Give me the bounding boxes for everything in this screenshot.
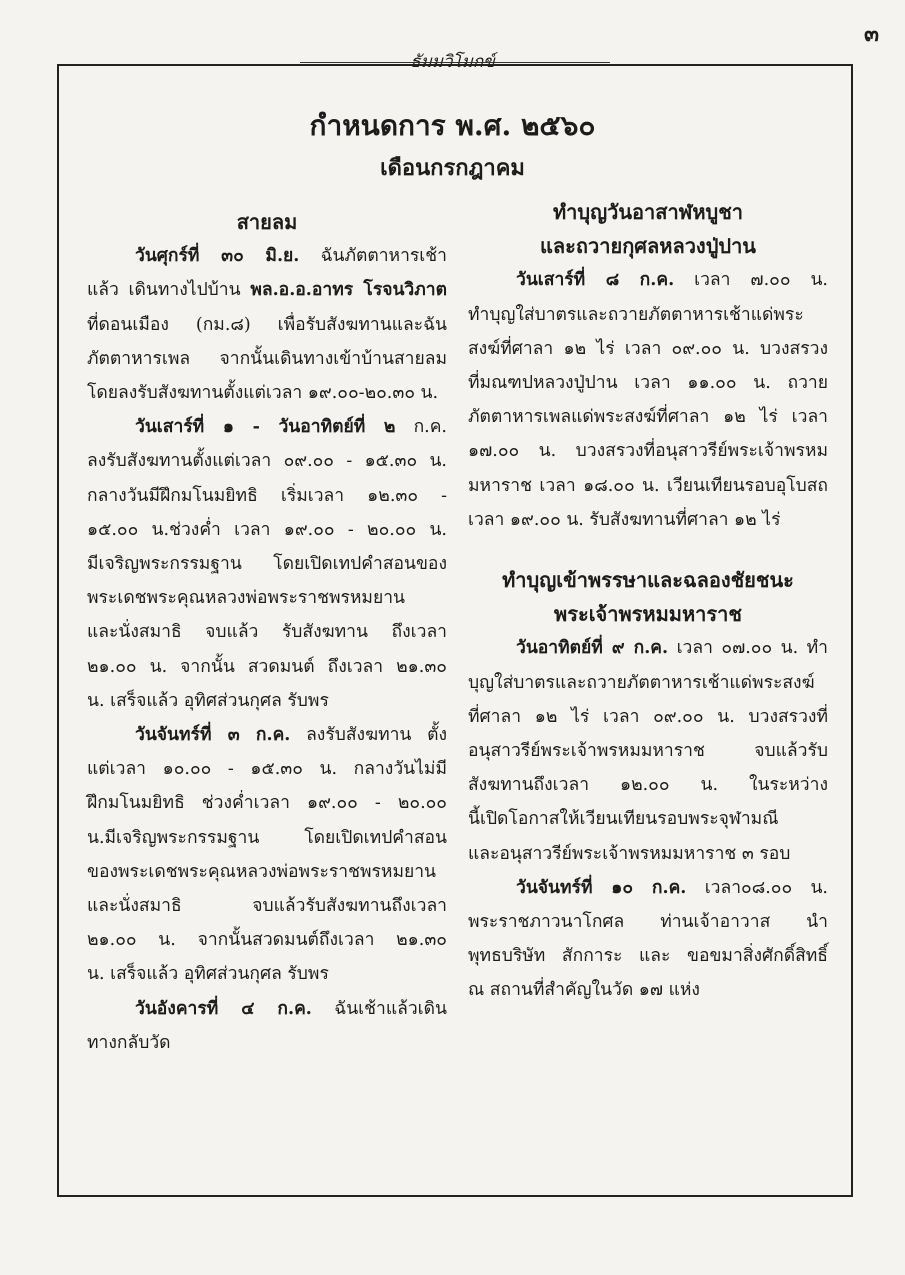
person-name: พล.อ.อ.อาทร โรจนวิภาต (250, 280, 447, 301)
date-label: วันจันทร์ที่ ๑๐ ก.ค. (516, 877, 687, 898)
paragraph-jul1-2: วันเสาร์ที่ ๑ - วันอาทิตย์ที่ ๒ ก.ค. ลงรับสังฆทานตั้งแต่เวลา ๐๙.๐๐ - ๑๕.๓๐ น. กลางวันมีฝึกมโนมยิทธิ เริ่มเวลา ๑๒.๓๐ - ๑๕.๐๐ น.ช่วงค่ำ เวลา ๑๙.๐๐ - ๒๐.๐๐ น. มีเจริญพระกรรมฐาน โดยเปิดเทปคำสอนของ พระเดชพระคุณหลวงพ่อพระราชพรหมยาน และนั่งสมาธิ จบแล้ว รับสังฆทาน ถึงเวลา ๒๑.๐๐ น. จากนั้น สวดมนต์ ถึงเวลา ๒๑.๓๐ น. เสร็จแล้ว อุทิศส่วนกุศล รับพร (87, 417, 447, 711)
paragraph-jun30: วันศุกร์ที่ ๓๐ มิ.ย. ฉันภัตตาหารเช้า แล้ว เดินทางไปบ้าน พล.อ.อ.อาทร โรจนวิภาต ที่ดอนเมือง (กม.๘) เพื่อรับสังฆทานและฉัน ภัตตาหารเพล จากนั้นเดินทางเข้าบ้านสายลม โดยลงรับสังฆทานตั้งแต่เวลา ๑๙.๐๐-๒๐.๓๐ น. (87, 246, 447, 404)
page-title: กำหนดการ พ.ศ. ๒๕๖๐ (309, 109, 596, 142)
date-label: วันเสาร์ที่ ๑ - วันอาทิตย์ที่ ๒ (135, 417, 396, 438)
date-label: วันเสาร์ที่ ๘ ก.ค. (516, 270, 675, 291)
header-rule (300, 62, 610, 63)
date-label: วันศุกร์ที่ ๓๐ มิ.ย. (135, 246, 300, 267)
left-column (87, 205, 447, 1060)
paragraph-jul3: วันจันทร์ที่ ๓ ก.ค. ลงรับสังฆทาน ตั้ง แต่เวลา ๑๐.๐๐ - ๑๕.๓๐ น. กลางวันไม่มี ฝึกมโนมยิทธิ ช่วงค่ำเวลา ๑๙.๐๐ - ๒๐.๐๐ น.มีเจริญพระกรรมฐาน โดยเปิดเทปคำสอน ของพระเดชพระคุณหลวงพ่อพระราชพรหมยาน และนั่งสมาธิ จบแล้วรับสังฆทานถึงเวลา ๒๑.๐๐ น. จากนั้นสวดมนต์ถึงเวลา ๒๑.๓๐ น. เสร็จแล้ว อุทิศส่วนกุศล รับพร (87, 725, 447, 985)
date-label: วันอาทิตย์ที่ ๙ ก.ค. (516, 638, 669, 659)
date-label: วันอังคารที่ ๔ ก.ค. (135, 998, 312, 1019)
paragraph-jul8: วันเสาร์ที่ ๘ ก.ค. เวลา ๗.๐๐ น. ทำบุญใส่บาตรและถวายภัตตาหารเช้าแด่พระ สงฆ์ที่ศาลา ๑๒ ไร่ เวลา ๐๙.๐๐ น. บวงสรวง ที่มณฑปหลวงปู่ปาน เวลา ๑๑.๐๐ น. ถวาย ภัตตาหารเพลแด่พระสงฆ์ที่ศาลา ๑๒ ไร่ เวลา ๑๗.๐๐ น. บวงสรวงที่อนุสาวรีย์พระเจ้าพรหม มหาราช เวลา ๑๘.๐๐ น. เวียนเทียนรอบอุโบสถ เวลา ๑๙.๐๐ น. รับสังฆทานที่ศาลา ๑๒ ไร่ (468, 270, 828, 530)
running-title: ธัมมวิโมกข์ (410, 52, 495, 72)
page-number: ๓ (863, 21, 879, 47)
section-title-asalha-2: และถวายกุศลหลวงปู่ปาน (540, 234, 756, 259)
date-label: วันจันทร์ที่ ๓ ก.ค. (135, 725, 291, 746)
section-title-khao-phansa: ทำบุญเข้าพรรษาและฉลองชัยชนะ (502, 568, 794, 593)
right-column (468, 169, 828, 1008)
paragraph-jul10: วันจันทร์ที่ ๑๐ ก.ค. เวลา๐๘.๐๐ น. พระราชภาวนาโกศล ท่านเจ้าอาวาส นำ พุทธบริษัท สักการะ และ ขอขมาสิ่งศักดิ์สิทธิ์ ณ สถานที่สำคัญในวัด ๑๗ แห่ง (468, 877, 828, 1001)
paragraph-jul9: วันอาทิตย์ที่ ๙ ก.ค. เวลา ๐๗.๐๐ น. ทำ บุญใส่บาตรและถวายภัตตาหารเช้าแด่พระสงฆ์ ที่ศาลา ๑๒ ไร่ เวลา ๐๙.๐๐ น. บวงสรวงที่ อนุสาวรีย์พระเจ้าพรหมมหาราช จบแล้วรับ สังฆทานถึงเวลา ๑๒.๐๐ น. ในระหว่าง นี้เปิดโอกาสให้เวียนเทียนรอบพระจุฬามณี และอนุสาวรีย์พระเจ้าพรหมมหาราช ๓ รอบ (468, 638, 828, 864)
section-title-sailom: สายลม (236, 210, 298, 234)
page-subtitle: เดือนกรกฎาคม (380, 155, 525, 181)
paragraph-jul4: วันอังคารที่ ๔ ก.ค. ฉันเช้าแล้วเดิน ทางกลับวัด (87, 998, 447, 1053)
section-title-asalha: ทำบุญวันอาสาฬหบูชา (552, 200, 744, 224)
section-title-khao-phansa-2: พระเจ้าพรหมมหาราช (554, 602, 742, 627)
